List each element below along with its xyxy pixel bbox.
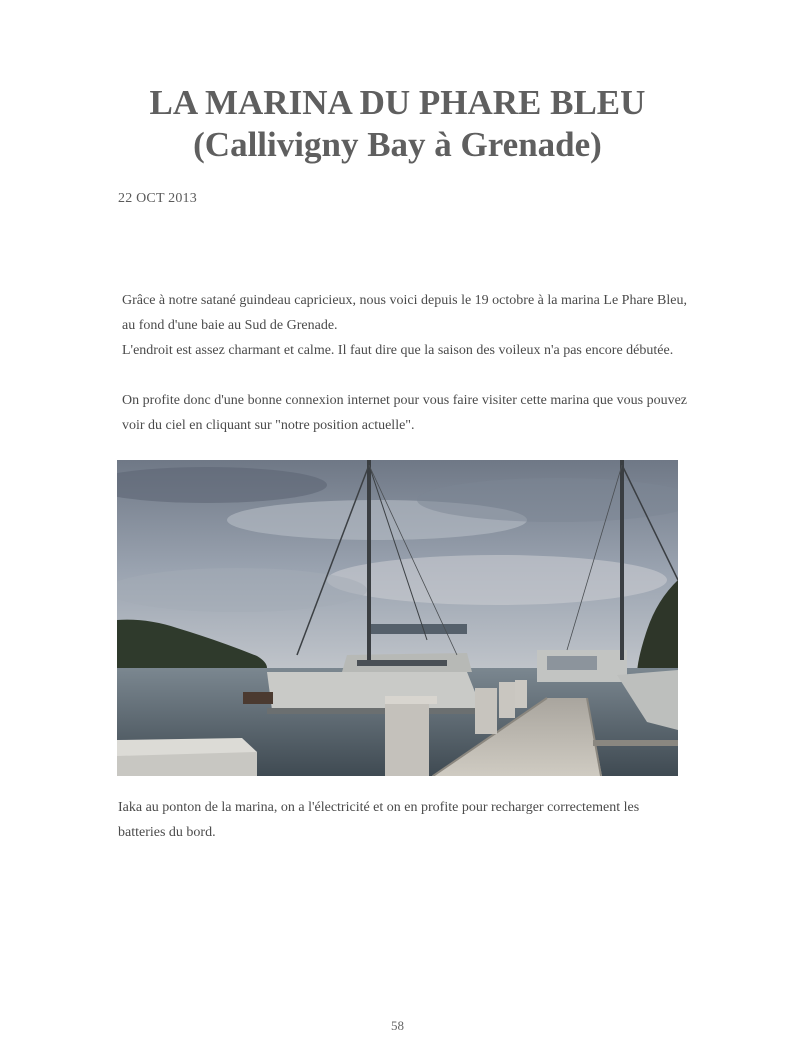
- photo-caption: Iaka au ponton de la marina, on a l'électricité et on en profite pour recharger correctement les batteries du bord.: [118, 800, 640, 840]
- page-number: 58: [391, 1018, 404, 1033]
- marina-photo: [117, 460, 678, 776]
- paragraph-3: On profite donc d'une bonne connexion internet pour vous faire visiter cette marina que vous pouvez voir du ciel en cliquant sur "notre position actuelle".: [122, 393, 687, 433]
- page-title-line2: (Callivigny Bay à Grenade): [193, 125, 602, 164]
- paragraph-2: L'endroit est assez charmant et calme. Il faut dire que la saison des voileux n'a pas encore débutée.: [122, 343, 674, 358]
- post-date: 22 OCT 2013: [118, 191, 197, 206]
- page-title-line1: LA MARINA DU PHARE BLEU: [149, 83, 646, 122]
- paragraph-1: Grâce à notre satané guindeau capricieux, nous voici depuis le 19 octobre à la marina Le Phare Bleu, au fond d'une baie au Sud de Grenade.: [122, 293, 687, 333]
